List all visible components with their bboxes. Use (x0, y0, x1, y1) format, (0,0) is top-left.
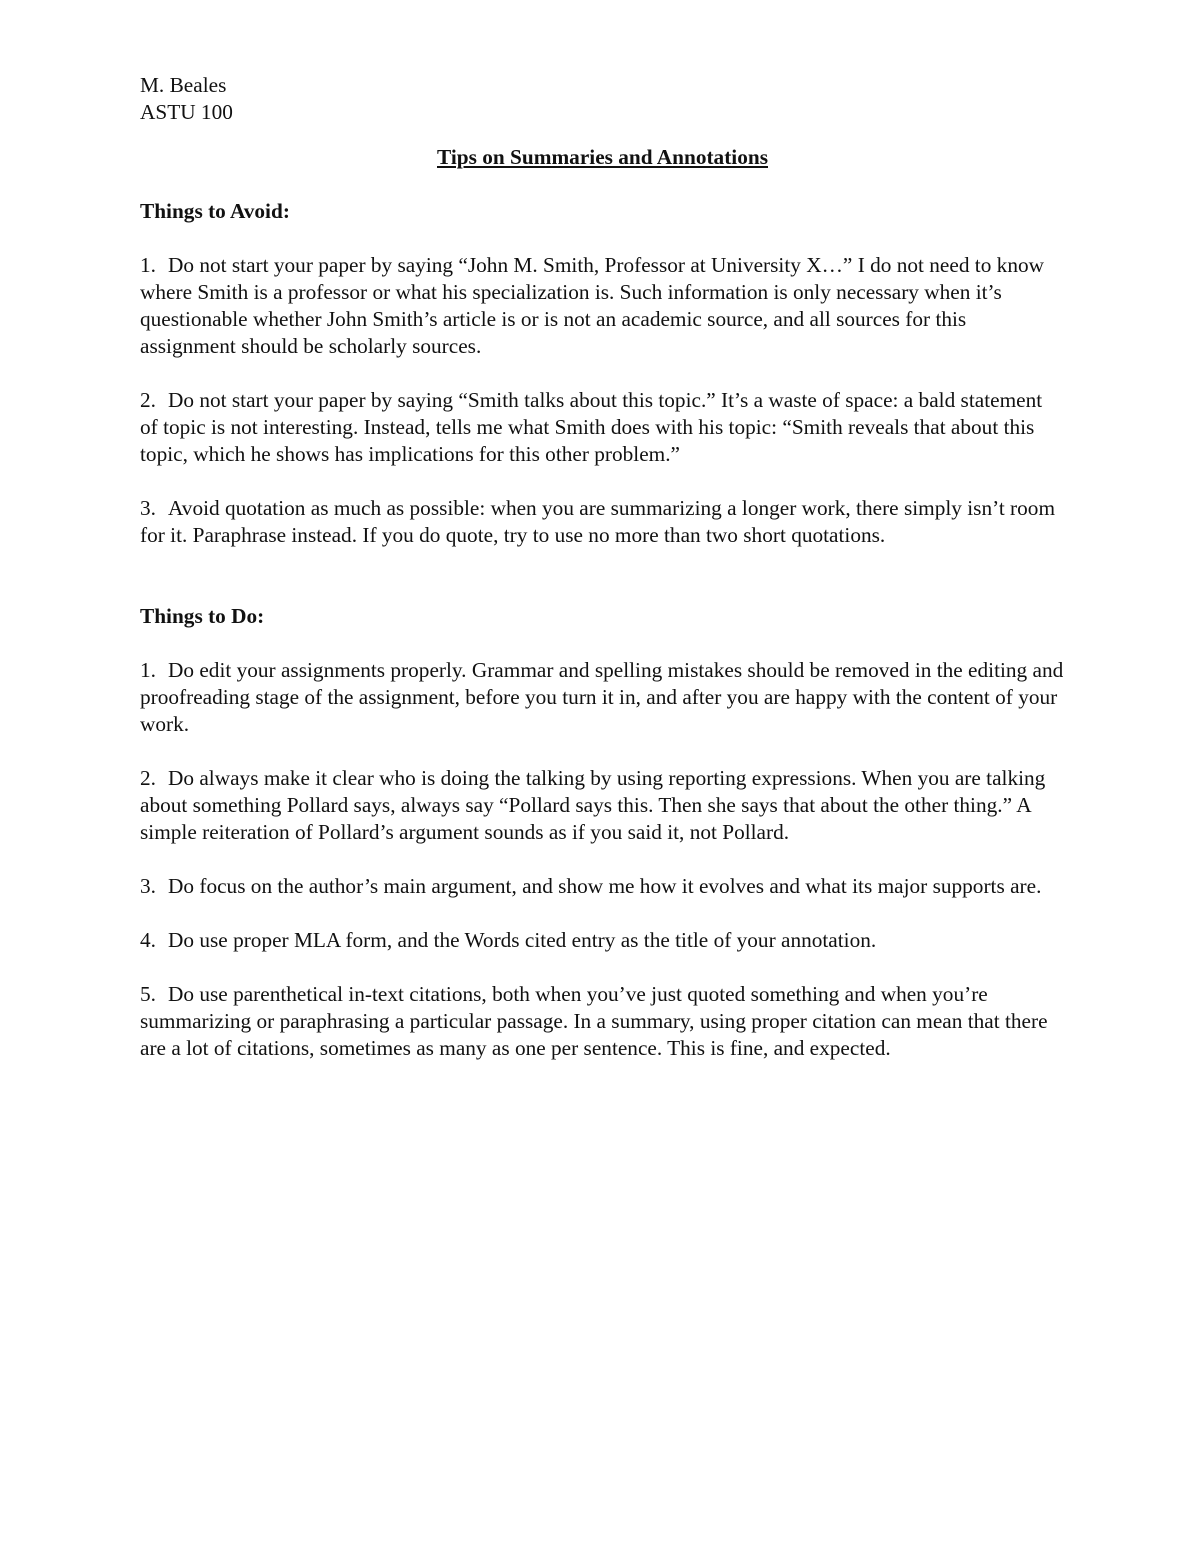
item-text: Do always make it clear who is doing the talking by using reporting expressions. When you are talking about something Pollard says, always say “Pollard says this. Then she says that about the other thing.” A simple reiteration of Pollard’s argument sounds as if you said it, not Pollard. (140, 766, 1046, 844)
do-item (140, 981, 1065, 1062)
item-number: 3. (140, 496, 156, 520)
avoid-item (140, 387, 1065, 468)
do-heading: Things to Do: (140, 604, 265, 628)
item-number: 2. (140, 766, 156, 790)
item-number: 1. (140, 253, 156, 277)
course-code: ASTU 100 (140, 100, 233, 124)
item-number: 4. (140, 928, 156, 952)
item-text: Do use parenthetical in-text citations, both when you’ve just quoted something and when you’re summarizing or paraphrasing a particular passage. In a summary, using proper citation can mean that there are a lot of citations, sometimes as many as one per sentence. This is fine, and expected. (140, 982, 1048, 1060)
document-title: Tips on Summaries and Annotations (437, 145, 768, 169)
item-text: Do use proper MLA form, and the Words cited entry as the title of your annotation. (168, 928, 877, 952)
do-item (140, 873, 1065, 900)
avoid-heading: Things to Avoid: (140, 199, 290, 223)
item-text: Do not start your paper by saying “Smith talks about this topic.” It’s a waste of space: a bald statement of topic is not interesting. Instead, tells me what Smith does with his topic: “Smith reveals that about this topic, which he shows has implications for this other problem.” (140, 388, 1043, 466)
avoid-item (140, 495, 1065, 549)
item-number: 2. (140, 388, 156, 412)
document-page (140, 72, 1065, 1062)
do-item (140, 927, 1065, 954)
do-item (140, 657, 1065, 738)
do-item (140, 765, 1065, 846)
item-text: Do edit your assignments properly. Grammar and spelling mistakes should be removed in the editing and proofreading stage of the assignment, before you turn it in, and after you are happy with the content of your work. (140, 658, 1064, 736)
item-number: 3. (140, 874, 156, 898)
item-text: Do focus on the author’s main argument, and show me how it evolves and what its major supports are. (168, 874, 1042, 898)
item-text: Do not start your paper by saying “John M. Smith, Professor at University X…” I do not need to know where Smith is a professor or what his specialization is. Such information is only necessary when it’s questionable whether John Smith’s article is or is not an academic source, and all sources for this assignment should be scholarly sources. (140, 253, 1045, 358)
avoid-item (140, 252, 1065, 360)
item-number: 1. (140, 658, 156, 682)
item-text: Avoid quotation as much as possible: when you are summarizing a longer work, there simply isn’t room for it. Paraphrase instead. If you do quote, try to use no more than two short quotations. (140, 496, 1056, 547)
item-number: 5. (140, 982, 156, 1006)
author-name: M. Beales (140, 73, 227, 97)
